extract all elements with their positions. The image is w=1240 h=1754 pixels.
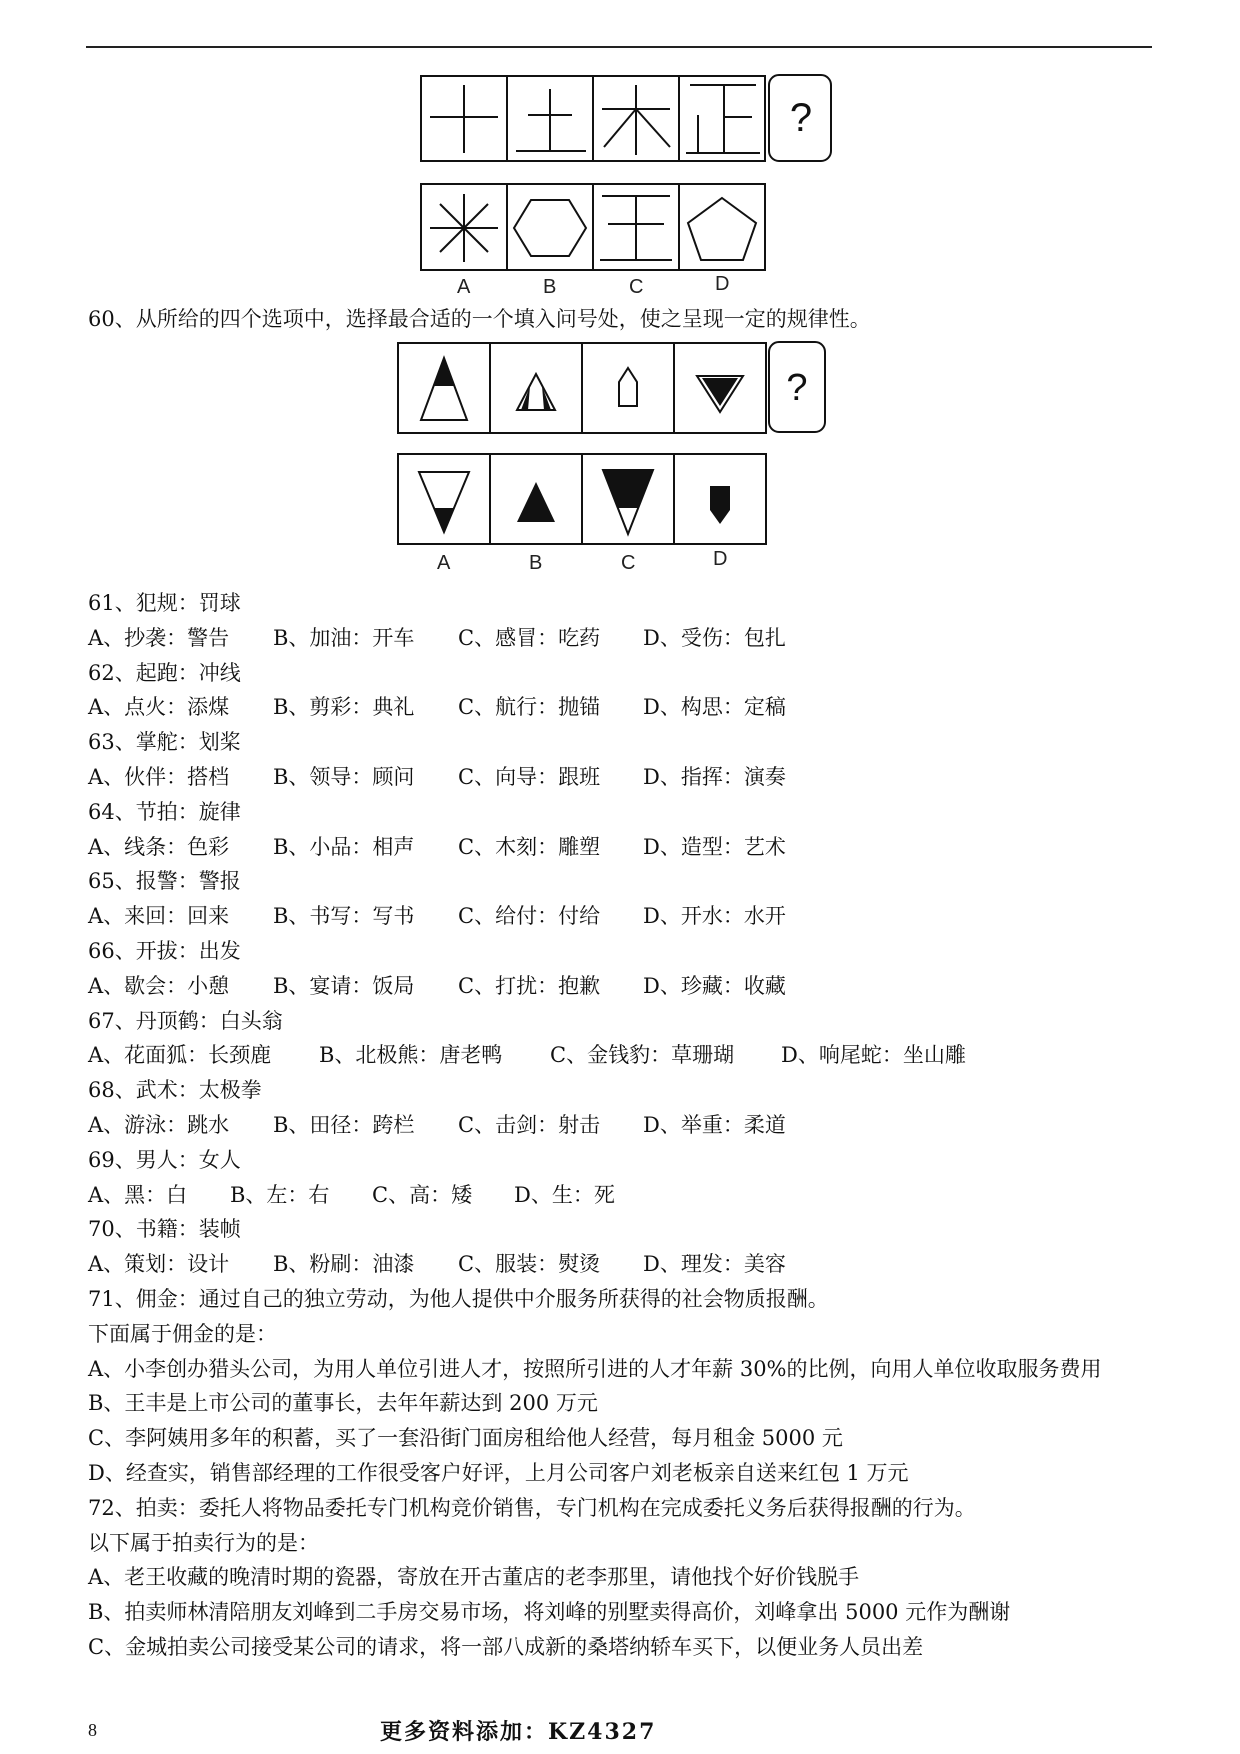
- options-line: [88, 760, 1168, 795]
- question-line: [88, 1143, 1168, 1178]
- option-c: C、感冒：吃药: [458, 625, 601, 650]
- option-d: D、构思：定稿: [643, 695, 786, 720]
- option-a: A、来回：回来: [88, 904, 230, 929]
- options-line: [88, 1038, 1168, 1073]
- question-number: 67、: [88, 1008, 136, 1033]
- text-line: [88, 1317, 1168, 1352]
- fig2-option-label-a: A: [437, 552, 451, 574]
- question-stem: 开拔：出发: [135, 938, 241, 963]
- question-number: 63、: [88, 730, 136, 755]
- option-b: B、北极熊：唐老鸭: [319, 1043, 503, 1068]
- fig1-option-label-b: B: [543, 276, 557, 298]
- fig1-option-label-c: C: [629, 276, 644, 298]
- page-number: 8: [88, 1720, 97, 1740]
- option-a: A、抄袭：警告: [88, 625, 230, 650]
- question-number: 65、: [88, 869, 136, 894]
- option-d: D、响尾蛇：坐山雕: [781, 1043, 966, 1068]
- option-a: A、点火：添煤: [88, 695, 230, 720]
- fig1-option-label-d: D: [715, 273, 730, 295]
- header-rule: [86, 46, 1152, 48]
- option-c: C、木刻：雕塑: [458, 834, 601, 859]
- q60-text: 60、从所给的四个选项中，选择最合适的一个填入问号处，使之呈现一定的规律性。: [88, 307, 871, 331]
- question-stem: 佣金：通过自己的独立劳动，为他人提供中介服务所获得的社会物质报酬。: [135, 1286, 829, 1311]
- option-c: C、向导：跟班: [458, 764, 601, 789]
- text-line: [88, 1630, 1168, 1665]
- option-c: C、航行：抛锚: [458, 695, 601, 720]
- text-line: [88, 1560, 1168, 1595]
- option-d: D、珍藏：收藏: [643, 973, 786, 998]
- options-line: [88, 969, 1168, 1004]
- options-line: [88, 1178, 1168, 1213]
- option-c: C、高：矮: [372, 1182, 473, 1207]
- option-d: D、指挥：演奏: [643, 764, 786, 789]
- option-a: A、线条：色彩: [88, 834, 230, 859]
- options-line: [88, 621, 1168, 656]
- question-line: [88, 725, 1168, 760]
- option-d: D、举重：柔道: [643, 1112, 786, 1137]
- question-stem: 犯规：罚球: [135, 591, 241, 615]
- option-a: A、歇会：小憩: [88, 973, 230, 998]
- options-line: [88, 830, 1168, 865]
- question-line: [88, 1282, 1168, 1317]
- question-line: [88, 586, 1168, 621]
- question-stem: 丹顶鹤：白头翁: [135, 1008, 283, 1033]
- question-number: 62、: [88, 660, 136, 685]
- fig2-option-label-c: C: [621, 552, 636, 574]
- option-c: C、击剑：射击: [458, 1112, 601, 1137]
- options-line: [88, 1247, 1168, 1282]
- option-b: B、宴请：饭局: [273, 973, 415, 998]
- option-b: B、书写：写书: [273, 904, 415, 929]
- question-stem: 掌舵：划桨: [135, 730, 241, 755]
- question-number: 70、: [88, 1217, 136, 1242]
- question-list: [88, 586, 1168, 1665]
- option-c: C、金钱豹：草珊瑚: [550, 1043, 735, 1068]
- option-d: D、造型：艺术: [643, 834, 786, 859]
- figure-2-question-strip: [397, 340, 829, 436]
- text-line: [88, 1456, 1168, 1491]
- question-stem: 书籍：装帧: [135, 1217, 241, 1242]
- figure-1-question-strip: [420, 73, 835, 165]
- text: A、小李创办猎头公司，为用人单位引进人才，按照所引进的人才年薪 30%的比例，向用人单位收取服务费用: [88, 1356, 1102, 1381]
- question-line: [88, 1491, 1168, 1526]
- option-c: C、给付：付给: [458, 904, 601, 929]
- options-line: [88, 690, 1168, 725]
- figure-1-glyphs: [430, 85, 760, 155]
- question-stem: 拍卖：委托人将物品委托专门机构竞价销售，专门机构在完成委托义务后获得报酬的行为。: [135, 1495, 976, 1520]
- question-stem: 起跑：冲线: [135, 660, 241, 685]
- question-stem: 报警：警报: [135, 869, 241, 894]
- figure-1-options-strip: [420, 182, 770, 274]
- q60-question-mark: ?: [786, 367, 808, 409]
- text-line: [88, 1386, 1168, 1421]
- option-a: A、黑：白: [88, 1182, 188, 1207]
- question-number: 72、: [88, 1495, 136, 1520]
- question-number: 66、: [88, 938, 136, 963]
- text: 以下属于拍卖行为的是：: [88, 1530, 319, 1555]
- question-number: 61、: [88, 591, 136, 615]
- option-c: C、服装：熨烫: [458, 1252, 601, 1277]
- text-line: [88, 1526, 1168, 1561]
- option-b: B、左：右: [230, 1182, 330, 1207]
- question-line: [88, 1212, 1168, 1247]
- option-b: B、田径：跨栏: [273, 1112, 415, 1137]
- text: 下面属于佣金的是：: [88, 1321, 277, 1346]
- option-a: A、策划：设计: [88, 1252, 230, 1277]
- option-a: A、游泳：跳水: [88, 1112, 230, 1137]
- option-d: D、理发：美容: [643, 1252, 786, 1277]
- text-line: [88, 1421, 1168, 1456]
- option-c: C、打扰：抱歉: [458, 973, 601, 998]
- question-line: [88, 656, 1168, 691]
- option-b: B、小品：相声: [273, 834, 415, 859]
- question-number: 69、: [88, 1147, 136, 1172]
- question-line: [88, 864, 1168, 899]
- option-b: B、领导：顾问: [273, 764, 415, 789]
- options-line: [88, 899, 1168, 934]
- option-d: D、受伤：包扎: [643, 625, 786, 650]
- question-line: [88, 1073, 1168, 1108]
- option-b: B、加油：开车: [273, 625, 415, 650]
- text: B、拍卖师林清陪朋友刘峰到二手房交易市场，将刘峰的别墅卖得高价，刘峰拿出 5000 元作为酬谢: [88, 1600, 1011, 1625]
- text: C、李阿姨用多年的积蓄，买了一套沿街门面房租给他人经营，每月租金 5000 元: [88, 1426, 843, 1451]
- text-line: [88, 1595, 1168, 1630]
- question-number: 64、: [88, 799, 136, 824]
- text: D、经查实，销售部经理的工作很受客户好评，上月公司客户刘老板亲自送来红包 1 万元: [88, 1460, 909, 1485]
- fig2-option-label-b: B: [529, 552, 543, 574]
- option-d: D、开水：水开: [643, 904, 786, 929]
- question-line: [88, 795, 1168, 830]
- question-number: 68、: [88, 1078, 136, 1103]
- fig2-option-label-d: D: [713, 548, 728, 570]
- question-number: 71、: [88, 1286, 136, 1311]
- option-b: B、剪彩：典礼: [273, 695, 415, 720]
- text: A、老王收藏的晚清时期的瓷器，寄放在开古董店的老李那里，请他找个好价钱脱手: [88, 1565, 860, 1590]
- question-line: [88, 934, 1168, 969]
- footer-ad: 更多资料添加：KZ4327: [380, 1719, 657, 1745]
- options-line: [88, 1108, 1168, 1143]
- option-a: A、花面狐：长颈鹿: [88, 1043, 272, 1068]
- question-stem: 武术：太极拳: [135, 1078, 262, 1103]
- option-d: D、生：死: [514, 1182, 615, 1207]
- text-line: [88, 1352, 1168, 1387]
- question-stem: 男人：女人: [135, 1147, 241, 1172]
- figure-2-options-strip: [397, 452, 769, 548]
- text: B、王丰是上市公司的董事长，去年年薪达到 200 万元: [88, 1391, 598, 1416]
- question-line: [88, 1004, 1168, 1039]
- option-a: A、伙伴：搭档: [88, 764, 230, 789]
- question-mark: ?: [789, 96, 813, 140]
- text: C、金城拍卖公司接受某公司的请求，将一部八成新的桑塔纳轿车买下，以便业务人员出差: [88, 1634, 924, 1659]
- fig1-option-label-a: A: [457, 276, 471, 298]
- option-b: B、粉刷：油漆: [273, 1252, 415, 1277]
- question-stem: 节拍：旋律: [135, 799, 241, 824]
